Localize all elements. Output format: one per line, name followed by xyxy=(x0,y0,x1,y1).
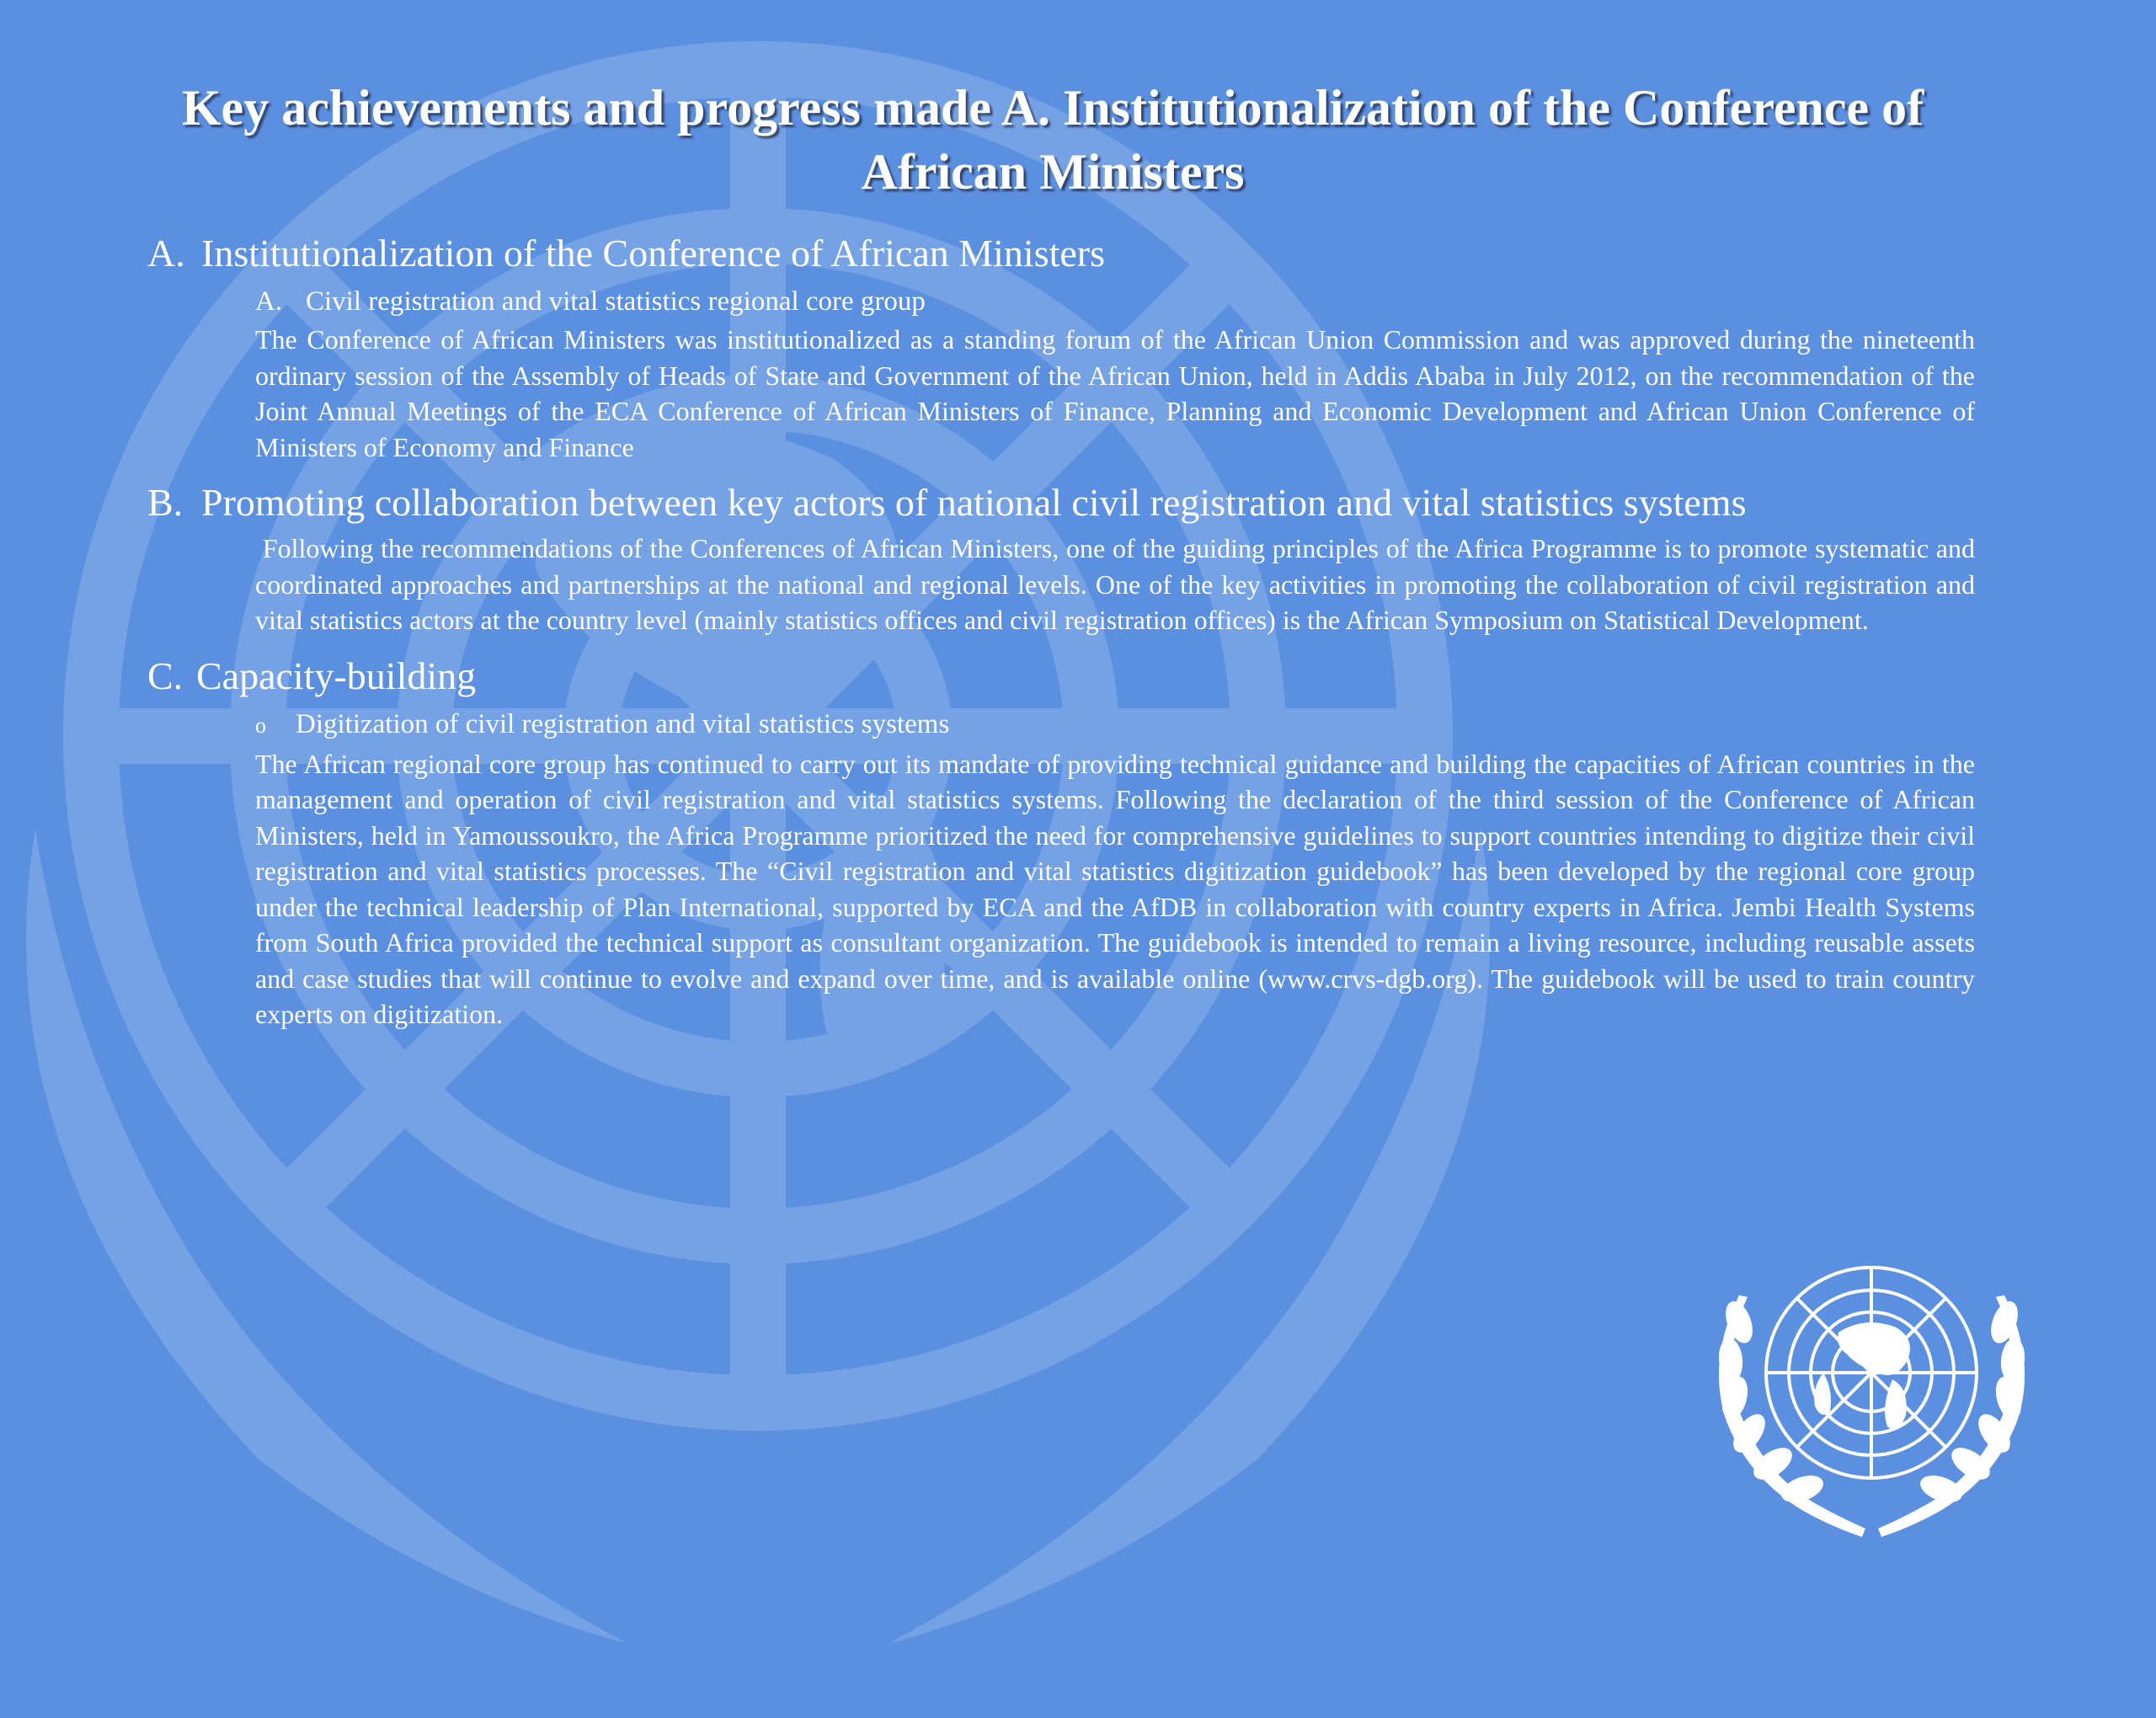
section-b-letter: B. xyxy=(147,481,184,524)
section-c-subitem-label: Digitization of civil registration and vital statistics systems xyxy=(296,708,950,739)
section-c-title: Capacity-building xyxy=(196,654,477,697)
section-a-letter: A. xyxy=(147,232,185,275)
section-a-paragraph: The Conference of African Ministers was institutionalized as a standing forum of the African Union Commission and was approved during the nineteenth ordinary session of the Assembly of Heads of State and Government of the African Union, held in Addis Ababa in July 2012, on the recommendation of the Joint Annual Meetings of the ECA Conference of African Ministers of Finance, Planning and Economic Development and African Union Conference of Ministers of Economy and Finance xyxy=(255,324,1975,462)
section-c-letter: C. xyxy=(147,654,184,697)
slide-content xyxy=(147,227,1983,1032)
section-a-subitem xyxy=(255,281,1975,322)
section-b-paragraph: Following the recommendations of the Conferences of African Ministers, one of the guiding principles of the Africa Programme is to promote systematic and coordinated approaches and partnerships at the national and regional levels. One of the key activities in promoting the collaboration of civil registration and vital statistics actors at the country level (mainly statistics offices and civil registration offices) is the African Symposium on Statistical Development. xyxy=(255,533,1983,635)
section-b-title: Promoting collaboration between key actors of national civil registration and vital statistics systems xyxy=(201,481,1747,524)
section-a-title: Institutionalization of the Conference of African Ministers xyxy=(201,232,1106,275)
section-c-paragraph: The African regional core group has continued to carry out its mandate of providing technical guidance and building the capacities of African countries in the management and operation of civil registration and vital statistics systems. Following the declaration of the third session of the Conference of African Ministers, held in Yamoussoukro, the Africa Programme prioritized the need for comprehensive guidelines to support countries intending to digitize their civil registration and vital statistics processes. The “Civil registration and vital statistics digitization guidebook” has been developed by the regional core group under the technical leadership of Plan International, supported by ECA and the AfDB in collaboration with country experts in Africa. Jembi Health Systems from South Africa provided the technical support as consultant organization. The guidebook is intended to remain a living resource, including reusable assets and case studies that will continue to evolve and expand over time, and is available online (www.crvs-dgb.org). The guidebook will be used to train country experts on digitization. xyxy=(255,748,1975,1029)
section-c-heading xyxy=(147,650,1975,702)
section-c-subitem xyxy=(255,704,1975,746)
slide-title: Key achievements and progress made A. Institutionalization of the Conference of African Ministers xyxy=(181,80,1924,200)
section-b-heading xyxy=(147,477,1975,529)
section-c-subitem-bullet: o xyxy=(255,712,266,738)
section-a-subitem-label: Civil registration and vital statistics regional core group xyxy=(306,286,926,317)
section-a-heading xyxy=(147,227,1975,280)
un-emblem-icon xyxy=(1697,1246,2047,1545)
section-a-subitem-marker: A. xyxy=(255,286,283,317)
